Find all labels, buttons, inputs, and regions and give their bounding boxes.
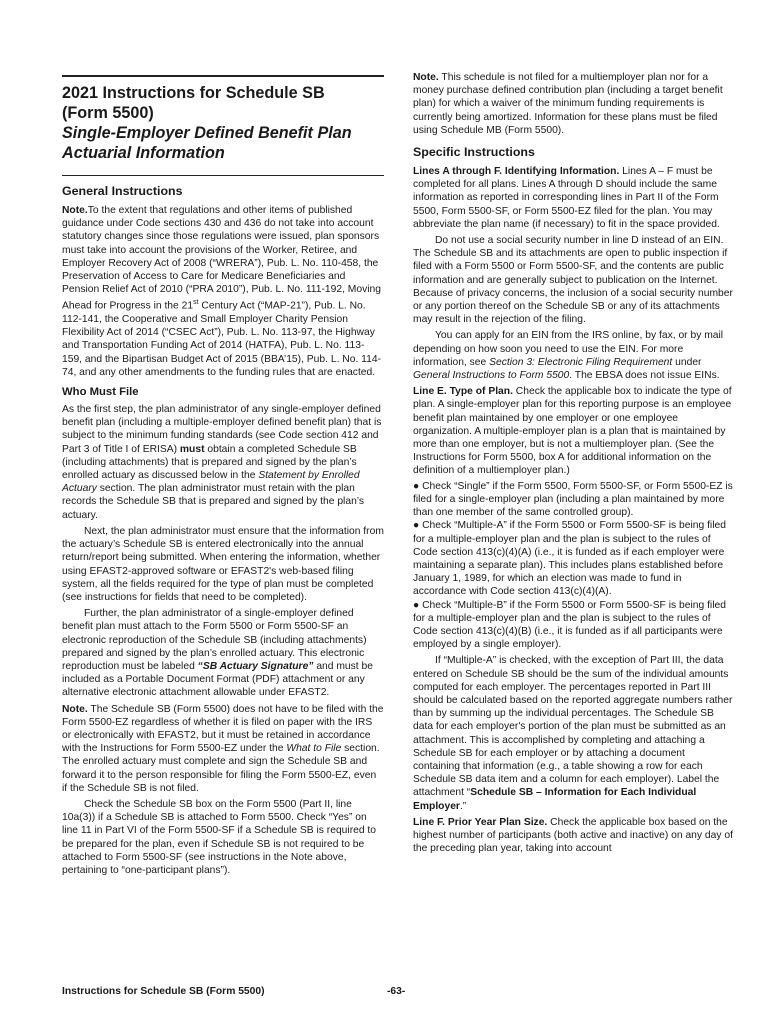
ein-paragraph [413,329,733,382]
who-note-b: section. The enrolled actuary must complete and sign the Schedule SB and forward it to the person responsible for filing the Form 5500-EZ, even if the Schedule SB is not filed. [62,743,380,794]
general-note-paragraph [62,204,384,379]
bullet-single: ● Check “Single” if the Form 5500, Form 5500-SF, or Form 5500-EZ is filed for a single-employer plan (including a plan maintained by more than one member of the same controlled group). [413,480,733,519]
right-note-text: This schedule is not filed for a multiemployer plan nor for a money purchase defined contribution plan (including a target benefit plan) for which a waiver of the minimum funding requirements is currently being amortized. Information for these plans must be filed using Schedule MB (Form 5500). [413,72,723,136]
who-must-file-p1 [62,403,384,522]
electronic-filing-link[interactable]: Section 3: Electronic Filing Requirement [489,356,673,368]
line-e-paragraph [413,385,733,477]
lines-a-f-label: Lines A through F. Identifying Information. [413,166,620,178]
line-f-paragraph [413,816,733,856]
general-instructions-link[interactable]: General Instructions to Form 5500 [413,370,570,382]
line-f-label: Line F. Prior Year Plan Size. [413,816,548,828]
who-p1-b: obtain a completed Schedule SB (including attachments) that is prepared and signed by the plan’s enrolled actuary as discussed below in the [62,443,357,482]
mult-a-label: Schedule SB – Information for Each Individual Employer [413,787,697,812]
footer-title: Instructions for Schedule SB (Form 5500) [62,986,265,997]
line-f-text: Check the applicable box based on the highest number of participants (both active and inactive) on any day of the preceding plan year, taking into account [413,816,733,855]
bullet-multiple-a: ● Check “Multiple-A” if the Form 5500 or Form 5500-SF is being filed for a multiple-employer plan and the plan is subject to the rules of Code section 413(c)(4)(A) (i.e., it is funded as if each employer were maintaining a separate plan). This includes plans established before January 1, 1989, for which an election was made to fund in accordance with Code section 413(c)(4)(A). [413,520,726,598]
who-note-paragraph [62,703,384,795]
sb-actuary-signature-label: “SB Actuary Signature” [197,660,314,672]
lines-a-f-text: Lines A – F must be completed for all plans. Lines A through D should include the same information as reported in corresponding lines in Part II of the Form 5500, Form 5500-SF, or Form 5500-EZ filed for the plan. You may abbreviate the plan name (if necessary) to fit in the space provided. [413,166,720,230]
general-instructions-heading: General Instructions [62,184,183,198]
specific-instructions-heading: Specific Instructions [413,145,535,160]
line-e-text: Check the applicable box to indicate the type of plan. A single-employer plan for this reporting purpose is an employee benefit plan maintained by one employer or one employee organization. A multiple-employer plan is a plan that is maintained by more than one employer, but is not a multiemployer plan. (See the Instructions for Form 5500, box A for additional information on the definition of a multiemployer plan.) [413,386,732,477]
what-to-file-link[interactable]: What to File [286,743,342,755]
title-line-4: Actuarial Information [62,144,225,162]
who-must-file-p2: Next, the plan administrator must ensure that the information from the actuary’s Schedule SB is entered electronically into the annual return/report being submitted. When entering the information, whether using EFAST2-approved software or EFAST2's web-based filing system, all the fields required for the type of plan must be completed (see instructions for fields that need to be completed). [62,525,384,603]
general-note-sup: st [193,299,199,307]
general-note-text-2: Century Act (“MAP-21”), Pub. L. No. 112-141, the Cooperative and Small Employer Charity Pension Flexibility Act of 2014 (“CSEC Act”), Pub. L. No. 113-97, the Highway and Transportation Funding Act of 2014 (HATFA), Pub. L. No. 113-159, and the Bipartisan Budget Act of 2015 (BBA’15), Pub. L. No. 114-74, and any other amendments to the funding rules that are enacted. [62,300,382,378]
right-note-label: Note. [413,72,439,83]
right-note-paragraph [413,71,733,137]
who-p1-c: section. The plan administrator must retain with the plan records the Schedule SB that is prepared and signed by the plan’s actuary. [62,483,365,521]
who-note-a: The Schedule SB (Form 5500) does not have to be filed with the Form 5500-EZ regardless of whether it is filed on paper with the IRS or electronically with EFAST2, but it must be retained in accordance with the Instructions for Form 5500-EZ under the [62,703,384,755]
who-p1-must: must [179,443,205,455]
title-bottom-rule [62,175,384,176]
general-note-text: To the extent that regulations and other items of published guidance under Code sections 430 and 436 do not take into account statutory changes since those regulations were issued, plan sponsors must take into account the provisions of the Worker, Retiree, and Employer Recovery Act of 2008 (“WRERA”), Pub. L. No. 110-458, the Preservation of Access to Care for Medicare Beneficiaries and Pension Relief Act of 2010 (“PRA 2010”), Pub. L. No. 111-192, Moving Ahead for Progress in the 21 [62,205,382,312]
ein-a: You can apply for an EIN from the IRS online, by fax, or by mail depending on how soon you need to use the EIN. For more information, see [413,330,724,368]
title-line-2: (Form 5500) [62,104,154,122]
title-top-rule [62,75,384,77]
who-p1-a: As the first step, the plan administrator of any single-employer defined benefit plan (including a multiple-employer defined benefit plan) that is subject to the minimum funding standards (see Code section 412 and Part 3 of Title I of ERISA) [62,404,382,455]
title-line-3: Single-Employer Defined Benefit Plan [62,124,352,142]
multiple-a-paragraph [413,654,733,812]
lines-a-f-paragraph [413,165,733,231]
who-note-label: Note. [62,703,88,715]
who-p3-b: and must be included as a Portable Document Format (PDF) attachment or any alternative electronic attachment allowable under EFAST2. [62,660,373,699]
who-p3-a: Further, the plan administrator of a single-employer defined benefit plan must attach to the Form 5500 or Form 5500-SF an electronic reproduction of the Schedule SB (including attachments) prepared and signed by the plan’s enrolled actuary. This electronic reproduction must be labeled [62,608,367,672]
who-must-file-p3 [62,607,384,699]
line-e-label: Line E. Type of Plan. [413,386,513,398]
mult-a-b: .” [459,800,467,812]
enrolled-actuary-link[interactable]: Statement by Enrolled Actuary [62,470,360,495]
who-must-file-p4: Check the Schedule SB box on the Form 5500 (Part II, line 10a(3)) if a Schedule SB is attached to Form 5500. Check “Yes” on line 11 in Part VI of the Form 5500-SF if a Schedule SB is required to be prepared for the plan, even if Schedule SB is not required to be attached to Form 5500-SF (see instructions in the Note above, pertaining to “one-participant plans”). [62,798,377,876]
who-must-file-heading: Who Must File [62,386,139,399]
left-column [62,75,384,879]
ein-b: under [672,356,702,368]
bullet-multiple-b: ● Check “Multiple-B” if the Form 5500 or Form 5500-SF is being filed for a multiple-employer plan and the plan is subject to the rules of Code section 413(c)(4)(B) (i.e., it is funded as if all participants were employed by a single employer). [413,599,726,651]
page-title [62,83,384,163]
ein-c: . The EBSA does not issue EINs. [569,370,720,382]
title-line-1: 2021 Instructions for Schedule SB [62,84,325,102]
general-note-label: Note. [62,205,88,216]
mult-a-a: If “Multiple-A” is checked, with the exception of Part III, the data entered on Schedule SB should be the sum of the individual amounts computed for each employer. The percentages reported in Part III should be calculated based on the reported aggregate numbers rather than by summing up the individual percentages. The Schedule SB data for each employer's portion of the plan must be submitted as an attachment. This is accomplished by completing and attaching a Schedule SB for each employer or by attaching a document containing that information (e.g., a table showing a row for each Schedule SB data item and a column for each employer). Label the attachment “ [413,655,733,799]
ssn-paragraph: Do not use a social security number in line D instead of an EIN. The Schedule SB and its attachments are open to public inspection if filed with a Form 5500 or Form 5500-SF, and the contents are public information and are generally subject to publication on the Internet. Because of privacy concerns, the inclusion of a social security number or any portion thereof on the Schedule SB or any of its attachments may result in the rejection of the filing. [413,235,733,326]
right-column [413,71,733,857]
page-number: -63- [387,986,406,997]
